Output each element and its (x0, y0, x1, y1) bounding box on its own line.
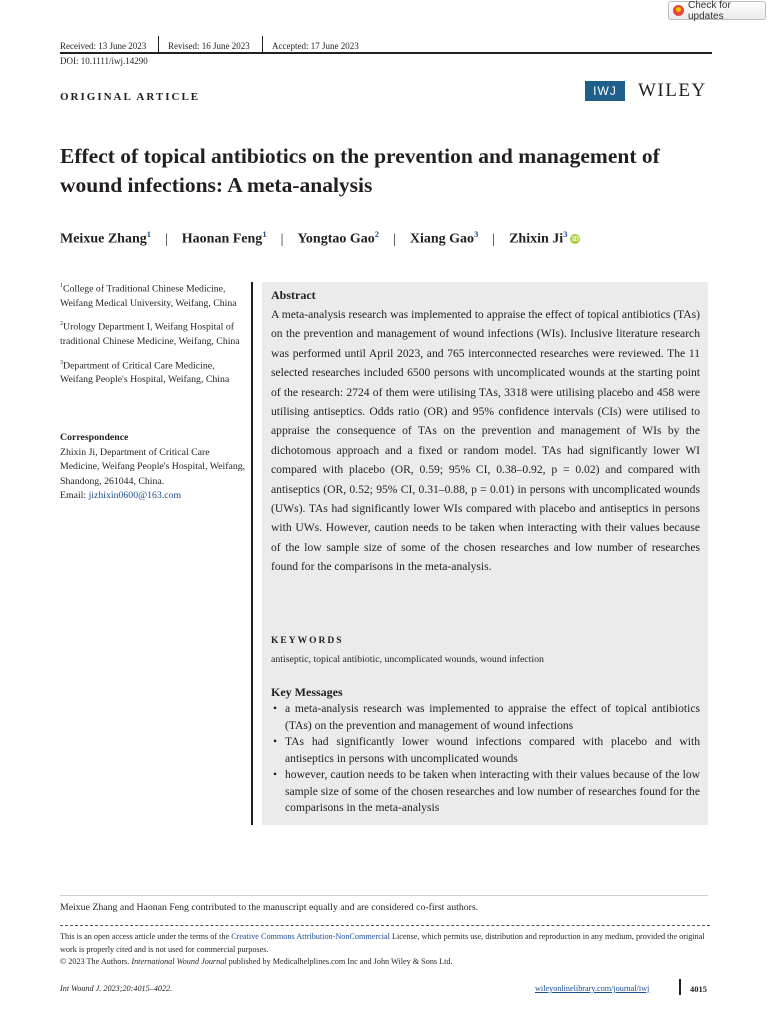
affiliation: $^2$Urology Department I, Weifang Hospital of traditional Chinese Medicine, Weifang, China (60, 321, 240, 348)
abstract-heading: Abstract (271, 288, 316, 302)
affiliation: $^3$Department of Critical Care Medicine, Weifang People's Hospital, Weifang, China (60, 359, 230, 386)
accepted-date: Accepted: 17 June 2023 (272, 41, 359, 51)
key-message-item: • however, caution needs to be taken when interacting with their values because of the low sample size of some of the chosen researches and low number of researches found for the comparisons in the meta-analysis (271, 767, 700, 817)
email-link[interactable]: jizhixin0600@163.com (88, 490, 182, 501)
author-name[interactable]: Yongtao Gao$^2$ (297, 229, 380, 247)
abstract-body: A meta-analysis research was implemented to appraise the effect of topical antibiotics (TAs) on the prevention and management of wound infections (WIs). Inclusive literature research was performed until April 2023, and 765 interconnected researches were reviewed. The 11 selected researches included 6500 persons with uncomplicated wounds at the starting point of the research: 2724 of them were utilising TAs, 3318 were utilising placebo and 458 were utilising antiseptics. Odds ratio (OR) and 95% confidence intervals (CIs) were utilised to appraise the consequence of TAs on the prevention and management of WIs by the dichotomous approach and a fixed or random model. TAs had significantly lower WI compared with placebo (OR, 0.59; 95% CI, 0.38–0.92, p = 0.02) and compared with antiseptics (OR, 0.52; 95% CI, 0.31–0.88, p = 0.01) in persons with uncomplicated wounds (UWs). TAs had significantly lower WIs compared with placebo and antiseptics in persons with UWs. However, caution needs to be taken when interacting with their values because of the low sample size of some of the chosen researches and low number of researches found for the comparisons in the meta-analysis. (271, 308, 700, 574)
publisher-logo: WILEY (638, 80, 707, 101)
page-number: 4015 (690, 984, 707, 994)
author-name[interactable]: Zhixin Ji$^3$iD (509, 229, 579, 247)
journal-url-link[interactable]: wileyonlinelibrary.com/journal/iwj (535, 984, 650, 993)
column-rule (251, 282, 253, 825)
check-for-updates-label: Check for updates (688, 0, 731, 22)
article-type: ORIGINAL ARTICLE (60, 91, 201, 103)
doi: DOI: 10.1111/iwj.14290 (60, 56, 148, 66)
orcid-icon[interactable]: iD (571, 235, 579, 244)
key-messages-heading: Key Messages (271, 685, 343, 699)
contribution-note: Meixue Zhang and Haonan Feng contributed to the manuscript equally and are considered co-first authors. (60, 902, 479, 913)
author-separator: | (492, 231, 496, 247)
footnote-rule (60, 895, 708, 896)
correspondence (60, 431, 248, 504)
journal-logo: IWJ (585, 81, 625, 101)
author-list (60, 229, 580, 248)
affiliations (60, 279, 248, 394)
keywords-heading: KEYWORDS (271, 636, 344, 646)
copyright-text: © 2023 The Authors. International Wound Journal published by Medicalhelplines.com Inc and John Wiley & Sons Ltd. (60, 957, 453, 966)
header-rule (60, 52, 712, 54)
affiliation: $^1$College of Traditional Chinese Medicine, Weifang Medical University, Weifang, China (60, 283, 237, 309)
journal-citation: Int Wound J. 2023;20:4015–4022. (60, 984, 173, 993)
author-name[interactable]: Meixue Zhang$^1$ (60, 229, 151, 247)
key-message-item: • a meta-analysis research was implemented to appraise the effect of topical antibiotics (TAs) on the prevention and management of wound infections (271, 701, 700, 734)
license-text: This is an open access article under the terms of the Creative Commons Attribution-NonCommercial License, which permits use, distribution and reproduction in any medium, provided the original work is properly cited and is not used for commercial purposes. (60, 932, 705, 954)
author-separator: | (393, 231, 396, 247)
page-separator (679, 979, 681, 995)
license-rule (60, 925, 710, 926)
author-separator: | (280, 231, 284, 247)
author-separator: | (164, 231, 168, 247)
received-date: Received: 13 June 2023 (60, 41, 147, 51)
author-name[interactable]: Xiang Gao$^3$ (409, 229, 479, 247)
revised-date: Revised: 16 June 2023 (168, 41, 250, 51)
license-notice (60, 931, 710, 969)
article-title: Effect of topical antibiotics on the prevention and management of wound infections: A meta-analysis (60, 144, 660, 197)
crossmark-icon (673, 5, 684, 16)
keywords-text: antiseptic, topical antibiotic, uncomplicated wounds, wound infection (271, 654, 544, 665)
check-for-updates-button[interactable] (668, 1, 766, 20)
key-message-item: • TAs had significantly lower wound infections compared with placebo and with antiseptics in persons with uncomplicated wounds (271, 734, 700, 767)
correspondence-email: Email: jizhixin0600@163.com (60, 490, 182, 501)
license-link[interactable]: Creative Commons Attribution-NonCommercial (231, 932, 390, 941)
author-name[interactable]: Haonan Feng$^1$ (181, 229, 267, 247)
key-messages-list (271, 701, 700, 817)
correspondence-heading: Correspondence (60, 432, 129, 443)
correspondence-text: Zhixin Ji, Department of Critical Care Medicine, Weifang People's Hospital, Weifang, Shandong, 261044, China. (60, 446, 246, 487)
